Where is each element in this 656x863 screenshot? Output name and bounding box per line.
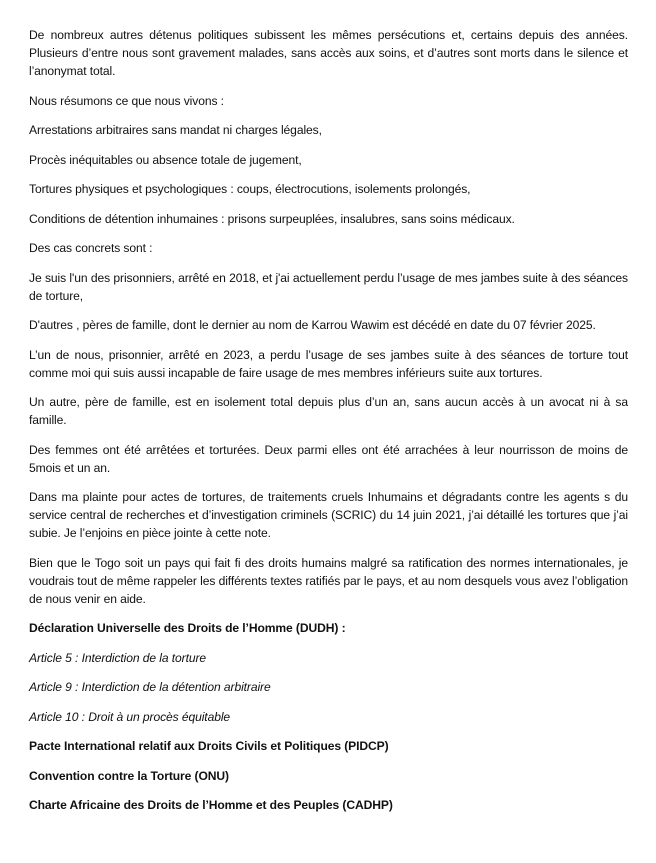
paragraph-summary-intro: Nous résumons ce que nous vivons : — [29, 93, 224, 108]
document-body — [29, 26, 628, 826]
paragraph-concrete-cases-intro: Des cas concrets sont : — [29, 241, 153, 255]
paragraph-other-detainees: De nombreux autres détenus politiques subissent les mêmes persécutions et, certains depuis des années. Plusieurs d’entre nous sont gravement malades, sans accès aux soins, et d’autres sont morts dans le silence et l’anonymat total. — [29, 28, 628, 78]
paragraph-case-isolation: Un autre, père de famille, est en isolement total depuis plus d’un an, sans aucun accès à un avocat ni à sa famille. — [29, 395, 628, 427]
paragraph-case-fathers: D'autres , pères de famille, dont le dernier au nom de Karrou Wawim est décédé en date du 07 février 2025. — [29, 318, 596, 332]
paragraph-case-women: Des femmes ont été arrêtées et torturées. Deux parmi elles ont été arrachées à leur nourrisson de moins de 5mois et un an. — [29, 442, 628, 475]
article-9: Article 9 : Interdiction de la détention arbitraire — [29, 680, 271, 694]
article-10: Article 10 : Droit à un procès équitable — [29, 709, 231, 724]
paragraph-case-author: Je suis l'un des prisonniers, arrêté en 2018, et j'ai actuellement perdu l’usage de mes jambes suite à des séances de torture, — [29, 270, 628, 303]
paragraph-case-2023: L’un de nous, prisonnier, arrêté en 2023, a perdu l’usage de ses jambes suite à des séances de torture tout comme moi qui suis aussi incapable de faire usage de mes membres inférieurs suite aux tortures. — [29, 347, 628, 380]
list-item-detention-conditions: Conditions de détention inhumaines : prisons surpeuplées, insalubres, sans soins médicaux. — [29, 211, 515, 226]
paragraph-complaint: Dans ma plainte pour actes de tortures, de traitements cruels Inhumains et dégradants contre les agents s du service central de recherches et d’investigation criminels (SCRIC) du 14 juin 2021, j’ai détaillé les tortures que j’ai subie. Je l’enjoins en pièce jointe à cette note. — [29, 490, 628, 540]
heading-cadhp: Charte Africaine des Droits de l’Homme et des Peuples (CADHP) — [29, 798, 393, 812]
paragraph-togo-ratification: Bien que le Togo soit un pays qui fait fi des droits humains malgré sa ratification des normes internationales, je voudrais tout de même rappeler les différents textes ratifiés par le pays, et au nom desquels vous avez l’obligation de nous venir en aide. — [29, 555, 628, 606]
heading-dudh: Déclaration Universelle des Droits de l’Homme (DUDH) : — [29, 621, 346, 635]
heading-convention-torture: Convention contre la Torture (ONU) — [29, 768, 229, 783]
list-item-unfair-trials: Procès inéquitables ou absence totale de jugement, — [29, 152, 302, 167]
article-5: Article 5 : Interdiction de la torture — [29, 650, 207, 665]
list-item-torture: Tortures physiques et psychologiques : coups, électrocutions, isolements prolongés, — [29, 182, 471, 196]
list-item-arbitrary-arrests: Arrestations arbitraires sans mandat ni charges légales, — [29, 123, 322, 137]
heading-pidcp: Pacte International relatif aux Droits Civils et Politiques (PIDCP) — [29, 739, 389, 753]
